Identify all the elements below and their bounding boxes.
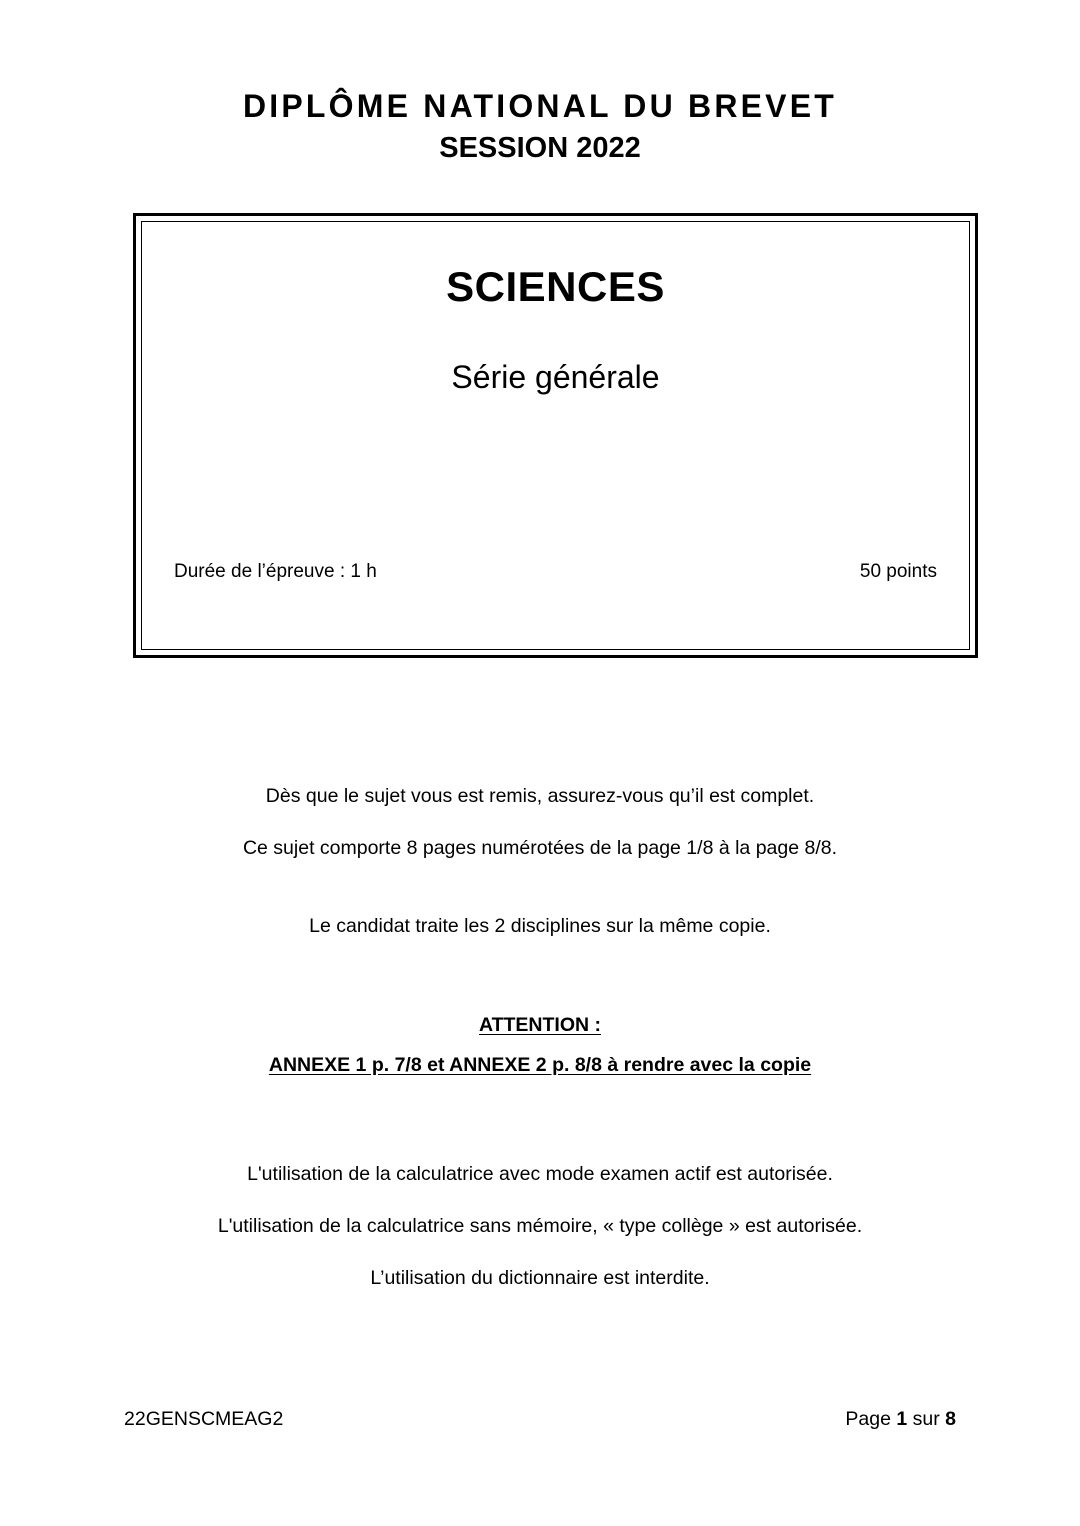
instructions-block (0, 783, 1080, 939)
dictionary-rule: L’utilisation du dictionnaire est interdite. (370, 1267, 710, 1289)
document-header (0, 86, 1080, 167)
subject-code: 22GENSCMEAG2 (124, 1408, 284, 1430)
page-prefix-label: Page (845, 1408, 897, 1430)
attention-notice (0, 1012, 1080, 1078)
subject-series: Série générale (451, 359, 660, 395)
subject-meta-row (174, 561, 937, 583)
attention-heading: ATTENTION : (478, 1014, 602, 1036)
spacer (0, 861, 1080, 913)
instruction-disciplines: Le candidat traite les 2 disciplines sur la même copie. (309, 915, 771, 937)
instruction-page-count: Ce sujet comporte 8 pages numérotées de la page 1/8 à la page 8/8. (242, 837, 838, 859)
subject-frame (133, 213, 978, 658)
spacer (0, 1239, 1080, 1265)
calculator-no-memory-rule: L'utilisation de la calculatrice sans mémoire, « type collège » est autorisée. (217, 1215, 863, 1237)
exam-session-line: SESSION 2022 (439, 132, 641, 164)
allowed-tools-block (0, 1161, 1080, 1291)
exam-points: 50 points (859, 561, 937, 582)
document-footer (124, 1408, 956, 1431)
attention-annexes-text: ANNEXE 1 p. 7/8 et ANNEXE 2 p. 8/8 à rendre avec la copie (268, 1054, 812, 1076)
instruction-completeness: Dès que le sujet vous est remis, assurez-vous qu’il est complet. (265, 785, 815, 807)
subject-title: SCIENCES (446, 263, 665, 310)
current-page-number: 1 (896, 1408, 908, 1430)
spacer (0, 809, 1080, 835)
exam-duration: Durée de l’épreuve : 1 h (174, 561, 377, 582)
exam-title-line-1: DIPLÔME NATIONAL DU BREVET (242, 88, 838, 124)
calculator-exam-mode-rule: L'utilisation de la calculatrice avec mode examen actif est autorisée. (247, 1163, 833, 1185)
spacer (0, 1187, 1080, 1213)
page-indicator (845, 1408, 956, 1431)
page-middle-label: sur (907, 1408, 946, 1430)
total-page-number: 8 (945, 1408, 956, 1430)
